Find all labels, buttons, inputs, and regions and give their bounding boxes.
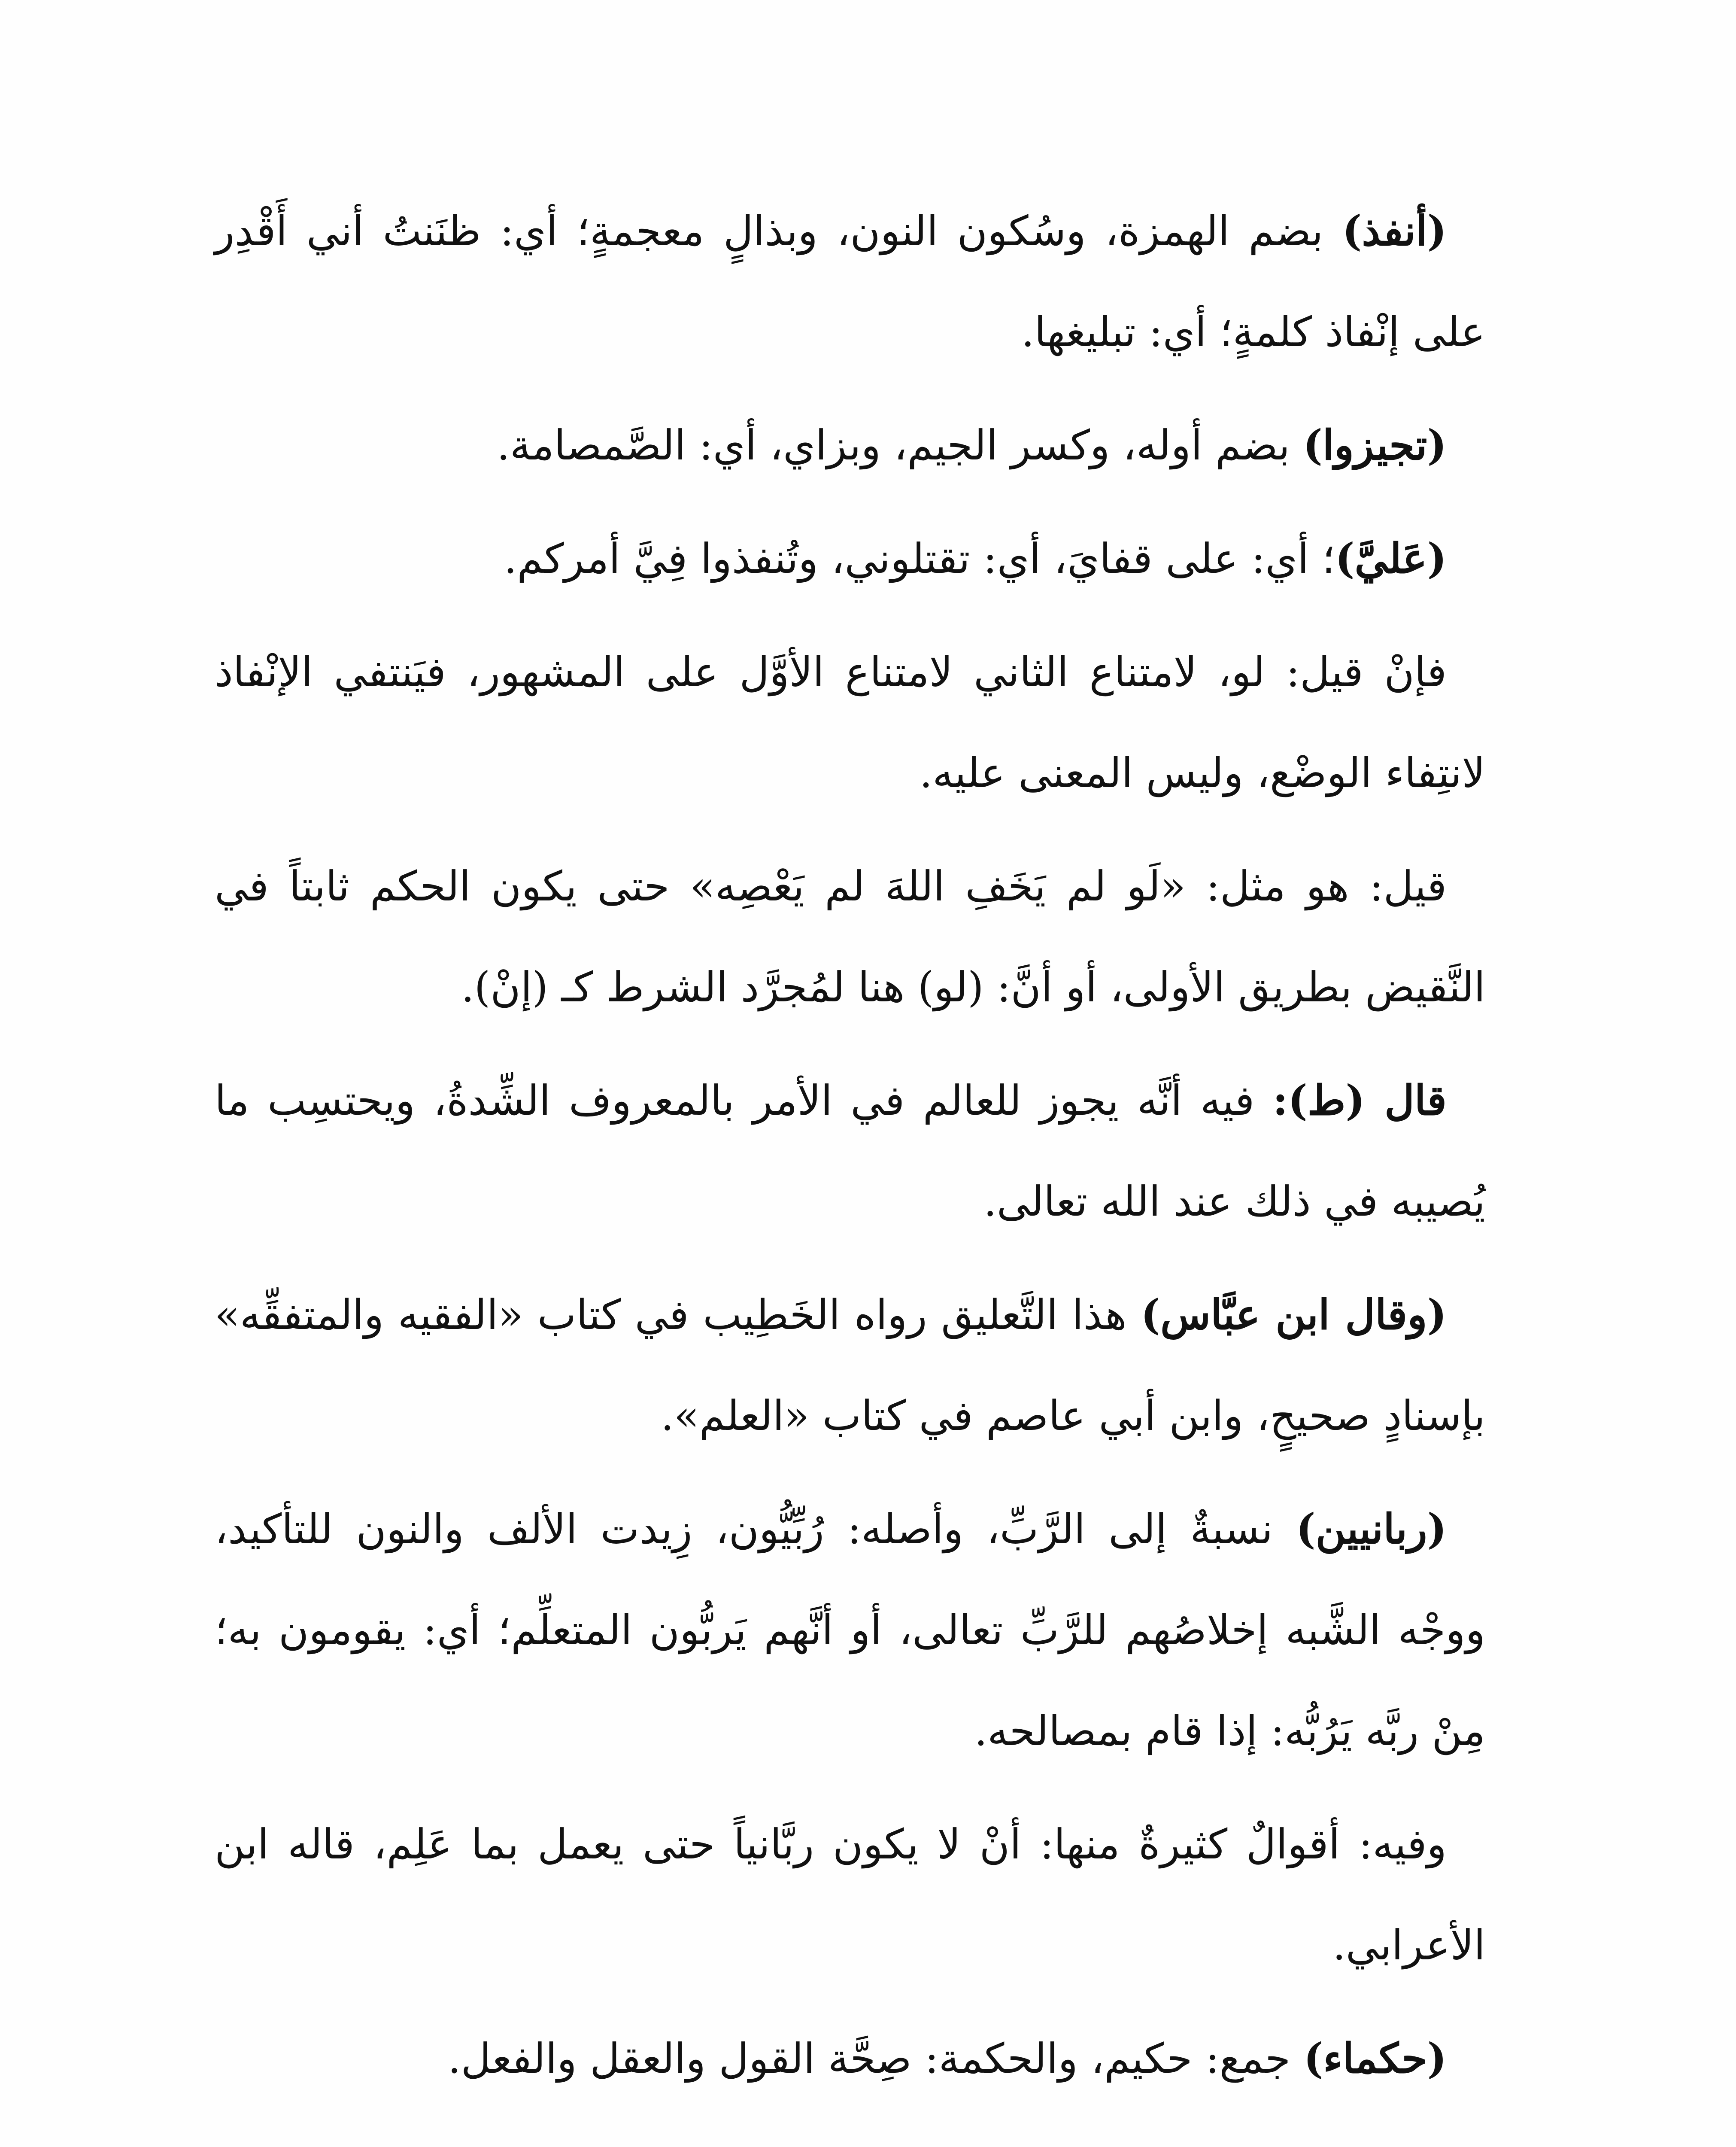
paragraph-hukama <box>215 2008 1485 2109</box>
paragraph-lead: (عَليَّ) <box>1335 534 1447 583</box>
paragraph-objection <box>215 621 1485 824</box>
paragraph-text: فيه أنَّه يجوز للعالم في الأمر بالمعروف الشِّدةُ، ويحتسِب ما يُصيبه في ذلك عند الله تعالى. <box>215 1077 1485 1226</box>
paragraph-lead: (أنفذ) <box>1342 207 1447 255</box>
paragraph-aqwal <box>215 1794 1485 1996</box>
paragraph-lead: (حكماء) <box>1303 2034 1447 2083</box>
paragraph-lead: قال (ط): <box>1272 1076 1447 1125</box>
paragraph-rabbaniyyin <box>215 1478 1485 1782</box>
paragraph-lead: (ربانيين) <box>1296 1505 1447 1553</box>
paragraph-text: بضم أوله، وكسر الجيم، وبزاي، أي: الصَّمصامة. <box>497 421 1303 469</box>
paragraph-ibn-abbas <box>215 1264 1485 1466</box>
paragraph-alayya <box>215 508 1485 609</box>
paragraph-text: ؛ أي: على قفايَ، أي: تقتلوني، وتُنفذوا فِيَّ أمركم. <box>504 535 1335 583</box>
paragraph-anfadh <box>215 180 1485 383</box>
paragraph-text: بضم الهمزة، وسُكون النون، وبذالٍ معجمةٍ؛ أي: ظنَنتُ أني أَقْدِر على إنْفاذ كلمةٍ؛ أي: تبليغها. <box>215 207 1485 356</box>
page-body-text <box>215 180 1485 2121</box>
paragraph-text: قيل: هو مثل: «لَو لم يَخَفِ اللهَ لم يَعْصِه» حتى يكون الحكم ثابتاً في النَّقيض بطريق الأولى، أو أنَّ: (لو) هنا لمُجرَّد الشرط كـ (إنْ). <box>215 862 1485 1011</box>
paragraph-qala-ta <box>215 1050 1485 1252</box>
paragraph-text: فإنْ قيل: لو، لامتناع الثاني لامتناع الأوَّل على المشهور، فيَنتفي الإنْفاذ لانتِفاء الوضْع، وليس المعنى عليه. <box>215 648 1485 797</box>
paragraph-text: وفيه: أقوالٌ كثيرةٌ منها: أنْ لا يكون ربَّانياً حتى يعمل بما عَلِم، قاله ابن الأعرابي. <box>215 1820 1485 1969</box>
paragraph-text: نسبةٌ إلى الرَّبِّ، وأصله: رُبِّيُّون، زِيدت الألف والنون للتأكيد، ووجْه الشَّبه إخلاصُهم للرَّبِّ تعالى، أو أنَّهم يَربُّون المتعلِّم؛ أي: يقومون به؛ مِنْ ربَّه يَرُبُّه: إذا قام بمصالحه. <box>215 1505 1485 1755</box>
paragraph-text: هذا التَّعليق رواه الخَطِيب في كتاب «الفقيه والمتفقِّه» بإسنادٍ صحيحٍ، وابن أبي عاصم في كتاب «العلم». <box>215 1291 1485 1440</box>
paragraph-tujizu <box>215 395 1485 496</box>
paragraph-lead: (وقال ابن عبَّاس) <box>1141 1290 1447 1339</box>
paragraph-text: جمع: حكيم، والحكمة: صِحَّة القول والعقل والفعل. <box>448 2034 1304 2083</box>
paragraph-lead: (تجيزوا) <box>1303 421 1447 469</box>
paragraph-reply <box>215 836 1485 1038</box>
